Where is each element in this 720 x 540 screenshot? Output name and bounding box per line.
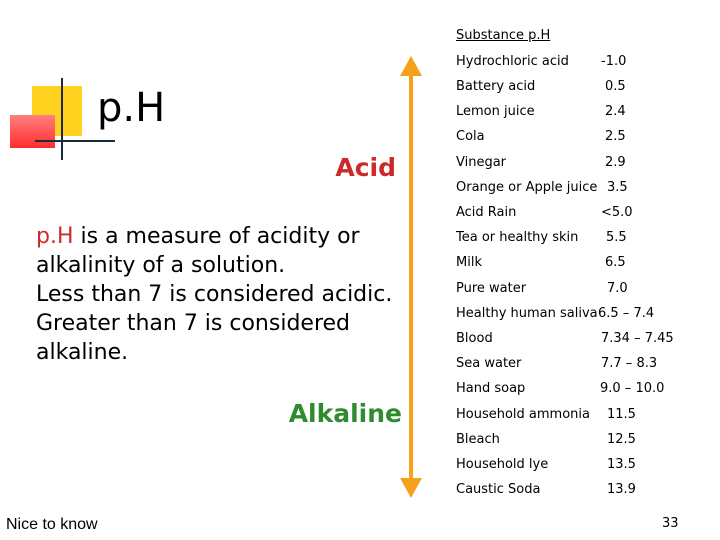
- body-line-text: Less than 7 is considered acidic.: [36, 282, 393, 307]
- table-row: [456, 381, 665, 397]
- table-row: [456, 129, 626, 145]
- table-row: [456, 281, 628, 297]
- table-row: [456, 457, 636, 473]
- table-header: Substance p.H: [456, 28, 551, 43]
- slide-title: p.H: [97, 85, 166, 131]
- body-line: [36, 222, 406, 251]
- table-row: [456, 432, 636, 448]
- substance-name: Tea or healthy skin: [456, 230, 579, 245]
- body-line: [36, 309, 406, 338]
- ph-value: 7.0: [607, 281, 628, 296]
- body-line-text: alkalinity of a solution.: [36, 253, 286, 278]
- table-row: [456, 180, 628, 196]
- ph-value: <5.0: [601, 205, 633, 220]
- double-arrow-icon: [398, 54, 424, 500]
- substance-name: Lemon juice: [456, 104, 535, 119]
- substance-name: Cola: [456, 129, 485, 144]
- table-row: [456, 331, 674, 347]
- acid-label: Acid: [335, 153, 396, 182]
- substance-name: Battery acid: [456, 79, 536, 94]
- table-row: [456, 230, 627, 246]
- substance-name: Hydrochloric acid: [456, 54, 569, 69]
- body-line: [36, 251, 406, 280]
- body-line-highlight: p.H: [36, 224, 74, 249]
- substance-name: Caustic Soda: [456, 482, 541, 497]
- substance-name: Household lye: [456, 457, 549, 472]
- table-row: [456, 356, 658, 372]
- substance-name: Healthy human saliva: [456, 306, 598, 321]
- ph-value: 6.5: [605, 255, 626, 270]
- ph-value: -1.0: [601, 54, 627, 69]
- ph-value: 0.5: [605, 79, 626, 94]
- ph-value: 12.5: [607, 432, 636, 447]
- body-line: [36, 280, 406, 309]
- body-line-text: Greater than 7 is considered: [36, 311, 351, 336]
- substance-name: Blood: [456, 331, 493, 346]
- table-row: [456, 155, 626, 171]
- substance-name: Bleach: [456, 432, 500, 447]
- ph-value: 7.34 – 7.45: [601, 331, 674, 346]
- table-row: [456, 255, 626, 271]
- ph-value: 6.5 – 7.4: [598, 306, 655, 321]
- ph-value: 5.5: [606, 230, 627, 245]
- decor-red-square: [10, 115, 55, 148]
- decor-horizontal-line: [35, 140, 115, 142]
- footer-note: Nice to know: [6, 516, 98, 533]
- ph-value: 7.7 – 8.3: [601, 356, 658, 371]
- substance-name: Orange or Apple juice: [456, 180, 598, 195]
- substance-name: Sea water: [456, 356, 522, 371]
- body-line-text: alkaline.: [36, 340, 129, 365]
- page-number: 33: [662, 516, 679, 531]
- ph-value: 9.0 – 10.0: [600, 381, 665, 396]
- decor-vertical-line: [61, 78, 63, 160]
- substance-name: Household ammonia: [456, 407, 590, 422]
- table-row: [456, 482, 636, 498]
- ph-value: 11.5: [607, 407, 636, 422]
- ph-value: 2.9: [605, 155, 626, 170]
- table-row: [456, 407, 636, 423]
- substance-name: Pure water: [456, 281, 527, 296]
- body-line: [36, 338, 406, 367]
- ph-value: 3.5: [607, 180, 628, 195]
- substance-name: Vinegar: [456, 155, 507, 170]
- table-row: [456, 79, 626, 95]
- body-text: [36, 222, 406, 367]
- table-row: [456, 205, 633, 221]
- ph-value: 13.5: [607, 457, 636, 472]
- substance-name: Hand soap: [456, 381, 526, 396]
- table-row: [456, 306, 655, 322]
- alkaline-label: Alkaline: [288, 399, 402, 428]
- table-row: [456, 104, 626, 120]
- substance-name: Milk: [456, 255, 482, 270]
- ph-value: 2.4: [605, 104, 626, 119]
- table-row: [456, 54, 627, 70]
- body-line-text: is a measure of acidity or: [73, 224, 360, 249]
- ph-value: 2.5: [605, 129, 626, 144]
- ph-value: 13.9: [607, 482, 636, 497]
- substance-name: Acid Rain: [456, 205, 517, 220]
